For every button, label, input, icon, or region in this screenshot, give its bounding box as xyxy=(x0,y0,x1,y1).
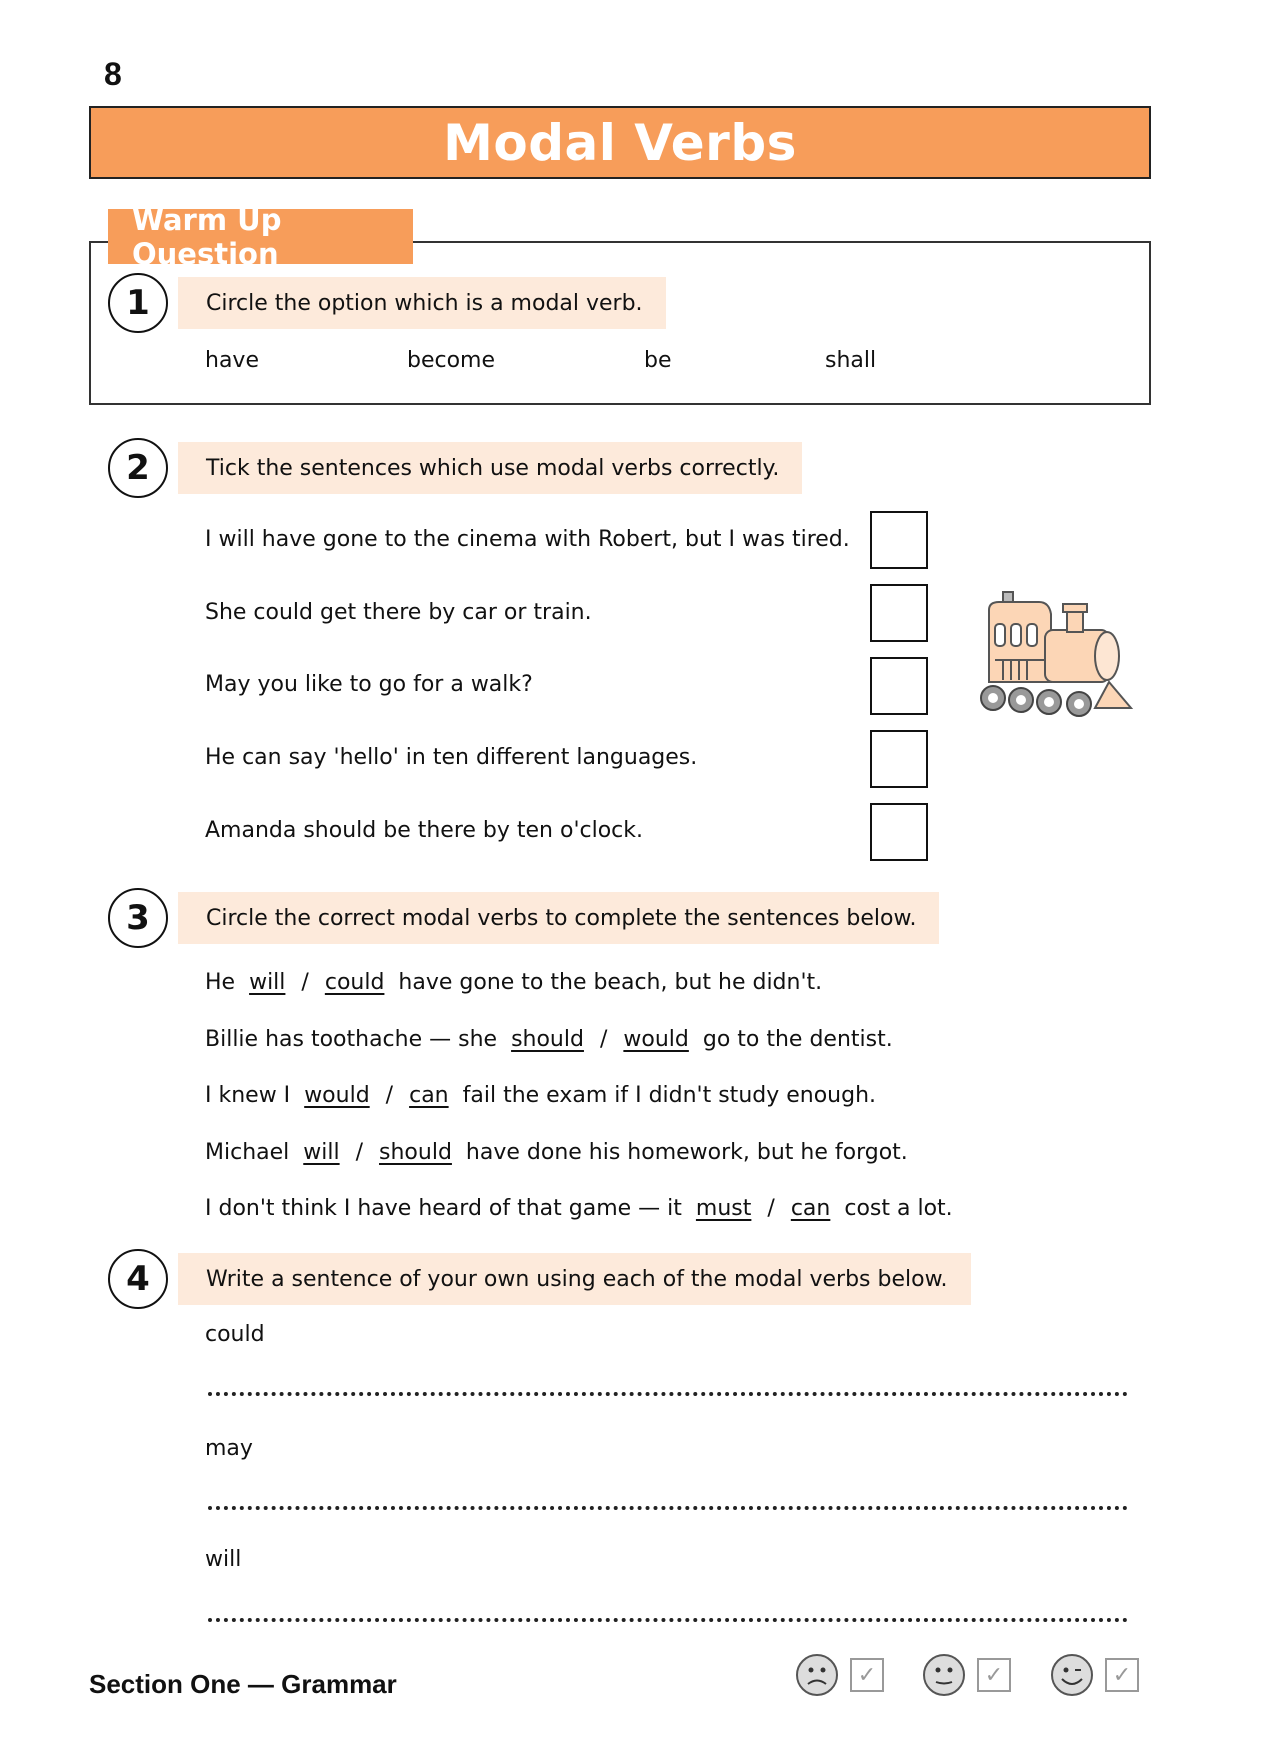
q3-s1-after: have gone to the beach, but he didn't. xyxy=(398,970,823,995)
question-3-prompt: Circle the correct modal verbs to complete the sentences below. xyxy=(178,892,939,944)
option-have[interactable]: have xyxy=(205,348,259,373)
q4-word-will: will xyxy=(205,1547,242,1572)
check-box-neutral[interactable]: ✓ xyxy=(977,1658,1011,1692)
q3-s2-choice-b[interactable]: would xyxy=(623,1027,689,1052)
q3-s2-slash: / xyxy=(599,1027,608,1052)
tick-box-5[interactable] xyxy=(870,803,928,861)
q3-s4-slash: / xyxy=(355,1140,364,1165)
check-box-sad[interactable]: ✓ xyxy=(850,1658,884,1692)
question-4-prompt: Write a sentence of your own using each of the modal verbs below. xyxy=(178,1253,971,1305)
q3-s2-before: Billie has toothache — she xyxy=(205,1027,498,1052)
train-icon xyxy=(975,590,1135,725)
q3-sentence-4 xyxy=(205,1140,908,1165)
question-number-1: 1 xyxy=(108,273,168,333)
option-be[interactable]: be xyxy=(644,348,672,373)
neutral-face-icon xyxy=(922,1653,966,1697)
title-banner xyxy=(89,106,1151,179)
q3-sentence-2 xyxy=(205,1027,893,1052)
q3-s5-choice-a[interactable]: must xyxy=(695,1196,752,1221)
q3-s3-before: I knew I xyxy=(205,1083,291,1108)
tick-box-4[interactable] xyxy=(870,730,928,788)
q3-s4-choice-a[interactable]: will xyxy=(303,1140,340,1165)
q4-word-may: may xyxy=(205,1436,253,1461)
tick-box-1[interactable] xyxy=(870,511,928,569)
question-1-prompt: Circle the option which is a modal verb. xyxy=(178,277,666,329)
q2-sentence-1: I will have gone to the cinema with Robert, but I was tired. xyxy=(205,527,850,552)
q3-s5-choice-b[interactable]: can xyxy=(790,1196,831,1221)
page-title: Modal Verbs xyxy=(443,113,797,172)
page-number: 8 xyxy=(104,56,122,92)
q2-sentence-4: He can say 'hello' in ten different languages. xyxy=(205,745,698,770)
happy-face-icon xyxy=(1050,1653,1094,1697)
q3-sentence-3 xyxy=(205,1083,876,1108)
q3-s1-slash: / xyxy=(301,970,309,995)
q3-s3-choice-b[interactable]: can xyxy=(409,1083,449,1108)
sad-face-icon xyxy=(795,1653,839,1697)
check-box-happy[interactable]: ✓ xyxy=(1105,1658,1139,1692)
q3-s3-choice-a[interactable]: would xyxy=(304,1083,370,1108)
q2-sentence-2: She could get there by car or train. xyxy=(205,600,592,625)
q3-s5-after: cost a lot. xyxy=(844,1196,953,1221)
tick-box-3[interactable] xyxy=(870,657,928,715)
question-2-prompt: Tick the sentences which use modal verbs correctly. xyxy=(178,442,802,494)
q3-s4-before: Michael xyxy=(205,1140,290,1165)
q3-s1-choice-a[interactable]: will xyxy=(249,970,286,995)
q3-s4-after: have done his homework, but he forgot. xyxy=(465,1140,908,1165)
question-number-4: 4 xyxy=(108,1249,168,1309)
answer-line-could[interactable] xyxy=(208,1392,1128,1396)
q3-s1-choice-b[interactable]: could xyxy=(324,970,385,995)
q3-s5-before: I don't think I have heard of that game — it xyxy=(205,1196,682,1221)
warm-up-tab: Warm Up Question xyxy=(108,209,413,264)
q3-sentence-5 xyxy=(205,1196,953,1221)
option-shall[interactable]: shall xyxy=(825,348,877,373)
answer-line-may[interactable] xyxy=(208,1506,1128,1510)
answer-line-will[interactable] xyxy=(208,1618,1128,1622)
question-number-3: 3 xyxy=(108,888,168,948)
q3-s4-choice-b[interactable]: should xyxy=(379,1140,452,1165)
q3-s5-slash: / xyxy=(767,1196,775,1221)
q3-s3-after: fail the exam if I didn't study enough. xyxy=(462,1083,877,1108)
section-footer: Section One — Grammar xyxy=(89,1669,397,1699)
question-number-2: 2 xyxy=(108,438,168,498)
q3-s2-after: go to the dentist. xyxy=(702,1027,893,1052)
q3-s1-before: He xyxy=(205,970,236,995)
q2-sentence-3: May you like to go for a walk? xyxy=(205,672,533,697)
q3-sentence-1 xyxy=(205,970,822,995)
q3-s3-slash: / xyxy=(385,1083,394,1108)
q4-word-could: could xyxy=(205,1322,265,1347)
option-become[interactable]: become xyxy=(407,348,496,373)
tick-box-2[interactable] xyxy=(870,584,928,642)
q3-s2-choice-a[interactable]: should xyxy=(511,1027,584,1052)
q2-sentence-5: Amanda should be there by ten o'clock. xyxy=(205,818,643,843)
